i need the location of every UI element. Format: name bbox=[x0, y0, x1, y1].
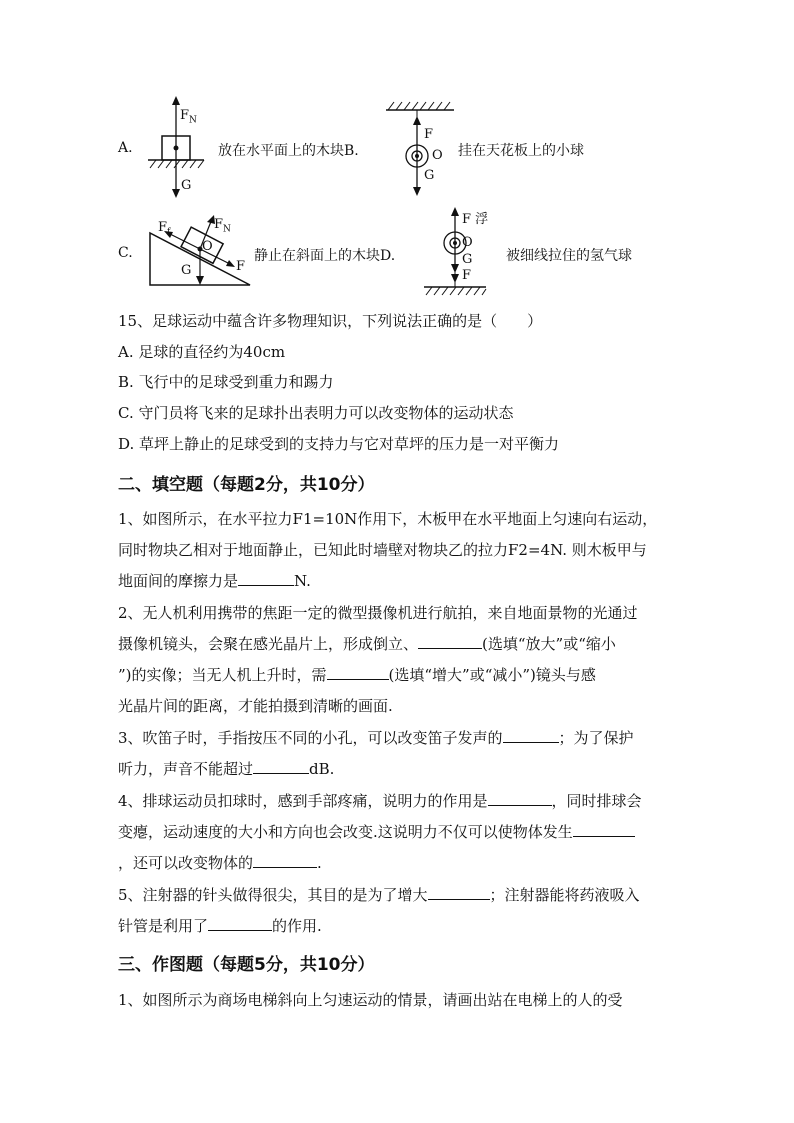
o-label: O bbox=[432, 148, 443, 163]
s2-q2-text-c: ”)的实像；当无人机上升时，需 bbox=[118, 666, 327, 684]
s2-q2-text-b: (选填“放大”或“缩小 bbox=[482, 635, 616, 653]
o-label-incline: O bbox=[202, 239, 213, 254]
answer-blank[interactable] bbox=[253, 759, 309, 774]
s2-q4-text-b: ，同时排球会 bbox=[551, 792, 642, 810]
section-3-heading: 三、作图题（每题5分，共10分） bbox=[118, 955, 375, 975]
s2-q2-text-d: (选填“增大”或“减小”)镜头与感 bbox=[388, 666, 596, 684]
option-c-label: C. bbox=[118, 245, 133, 261]
f-label: F bbox=[424, 127, 434, 142]
s2-q5-text-d: 的作用. bbox=[272, 917, 322, 935]
fn-label bbox=[180, 108, 197, 126]
answer-blank[interactable] bbox=[573, 822, 635, 837]
fn-subscript: N bbox=[189, 115, 197, 126]
ff-letter: F bbox=[158, 220, 168, 235]
answer-blank[interactable] bbox=[488, 791, 552, 806]
s2-q4-text-a: 4、排球运动员扣球时，感到手部疼痛，说明力的作用是 bbox=[118, 792, 488, 810]
s2-q4-text-c: 变瘪，运动速度的大小和方向也会改变.这说明力不仅可以使物体发生 bbox=[118, 823, 573, 841]
figure-row-2 bbox=[0, 205, 794, 305]
figure-row-1 bbox=[0, 90, 794, 200]
s2-q3-text-a: 3、吹笛子时，手指按压不同的小孔，可以改变笛子发声的 bbox=[118, 729, 503, 747]
option-d-caption: 被细线拉住的氢气球 bbox=[506, 248, 632, 264]
s2-q4-line2 bbox=[118, 822, 635, 842]
fn-label-incline bbox=[214, 217, 231, 235]
answer-blank[interactable] bbox=[418, 634, 482, 649]
s2-q1-text-b: N. bbox=[294, 572, 311, 590]
answer-blank[interactable] bbox=[428, 885, 490, 900]
option-a-caption: 放在水平面上的木块B. bbox=[218, 143, 359, 159]
s2-q5-line2 bbox=[118, 916, 322, 936]
figure-block-on-incline bbox=[140, 205, 260, 295]
s2-q2-line3 bbox=[118, 665, 596, 685]
q15-option-d: D. 草坪上静止的足球受到的支持力与它对草坪的压力是一对平衡力 bbox=[118, 435, 560, 453]
s2-q3-line2 bbox=[118, 759, 334, 779]
fn-letter-incline: F bbox=[214, 217, 224, 232]
g-label-incline: G bbox=[181, 263, 192, 278]
s2-q5-text-a: 5、注射器的针头做得很尖，其目的是为了增大 bbox=[118, 886, 428, 904]
f-label-incline: F bbox=[236, 259, 246, 274]
s2-q2-line1: 2、无人机利用携带的焦距一定的微型摄像机进行航拍，来自地面景物的光通过 bbox=[118, 604, 638, 622]
s2-q4-text-d: ，还可以改变物体的 bbox=[118, 854, 254, 872]
answer-blank[interactable] bbox=[503, 728, 559, 743]
option-a-label: A. bbox=[118, 140, 133, 156]
s2-q1-line3 bbox=[118, 571, 311, 591]
g-label: G bbox=[181, 178, 192, 193]
option-b-caption: 挂在天花板上的小球 bbox=[458, 143, 584, 159]
s2-q2-line2 bbox=[118, 634, 616, 654]
f-label-balloon: F bbox=[462, 268, 472, 283]
section-2-heading: 二、填空题（每题2分，共10分） bbox=[118, 475, 375, 495]
s2-q4-text-e: . bbox=[317, 854, 322, 872]
ff-label bbox=[158, 220, 170, 238]
s2-q5-text-c: 针管是利用了 bbox=[118, 917, 209, 935]
answer-blank[interactable] bbox=[208, 916, 272, 931]
figure-hanging-ball bbox=[380, 100, 460, 200]
s2-q2-text-a: 摄像机镜头，会聚在感光晶片上，形成倒立、 bbox=[118, 635, 419, 653]
fbuoy-label: F 浮 bbox=[462, 212, 489, 227]
s2-q3-text-d: dB. bbox=[309, 760, 335, 778]
ff-subscript: f bbox=[167, 227, 171, 238]
s2-q4-line3 bbox=[118, 853, 322, 873]
o-label-balloon: O bbox=[462, 235, 473, 250]
s2-q4-line1 bbox=[118, 791, 642, 811]
answer-blank[interactable] bbox=[238, 571, 294, 586]
q15-option-c: C. 守门员将飞来的足球扑出表明力可以改变物体的运动状态 bbox=[118, 404, 514, 422]
s2-q3-text-b: ；为了保护 bbox=[558, 729, 634, 747]
option-c-caption: 静止在斜面上的木块D. bbox=[254, 248, 396, 264]
s2-q3-line1 bbox=[118, 728, 634, 748]
g-label-ball: G bbox=[424, 168, 435, 183]
q15-option-a: A. 足球的直径约为40cm bbox=[118, 343, 286, 361]
figure-block-on-table bbox=[140, 90, 220, 200]
g-label-balloon: G bbox=[462, 252, 473, 267]
answer-blank[interactable] bbox=[253, 853, 317, 868]
fn-subscript-incline: N bbox=[223, 224, 231, 235]
q15-stem: 15、足球运动中蕴含许多物理知识，下列说法正确的是（ ） bbox=[118, 312, 543, 330]
s2-q1-line1: 1、如图所示，在水平拉力F1=10N作用下，木板甲在水平地面上匀速向右运动， bbox=[118, 510, 658, 528]
s2-q1-text-a: 地面间的摩擦力是 bbox=[118, 572, 239, 590]
s2-q3-text-c: 听力，声音不能超过 bbox=[118, 760, 254, 778]
s2-q5-text-b: ；注射器能将药液吸入 bbox=[489, 886, 640, 904]
answer-blank[interactable] bbox=[327, 665, 389, 680]
fn-letter: F bbox=[180, 108, 190, 123]
s2-q2-line4: 光晶片间的距离，才能拍摄到清晰的画面. bbox=[118, 697, 393, 715]
s2-q5-line1 bbox=[118, 885, 640, 905]
s2-q1-line2: 同时物块乙相对于地面静止，已知此时墙壁对物块乙的拉力F2=4N. 则木板甲与 bbox=[118, 541, 647, 559]
s3-q1-line1: 1、如图所示为商场电梯斜向上匀速运动的情景，请画出站在电梯上的人的受 bbox=[118, 991, 623, 1009]
q15-option-b: B. 飞行中的足球受到重力和踢力 bbox=[118, 373, 334, 391]
